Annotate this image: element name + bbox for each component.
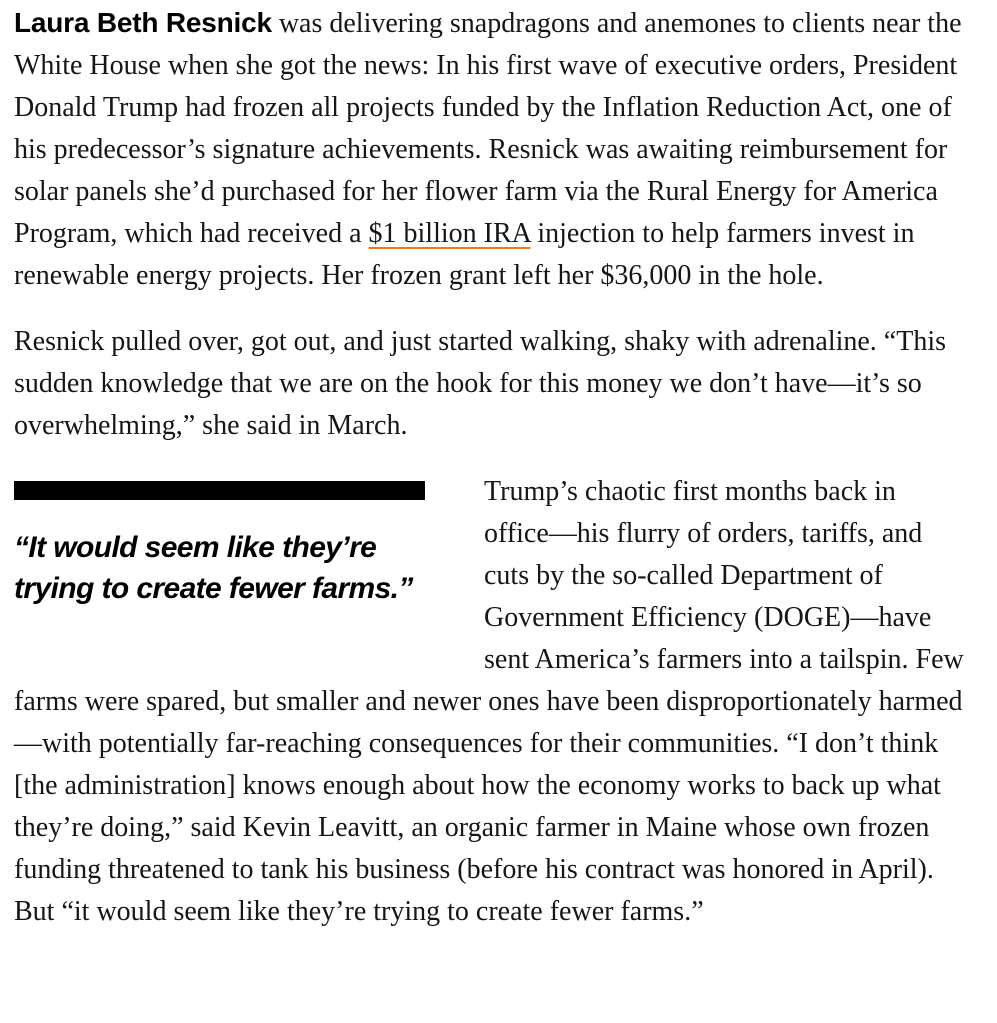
pull-quote-bar (14, 481, 425, 500)
paragraph-3 (14, 471, 967, 933)
paragraph-1 (14, 2, 967, 297)
paragraph-1-text-before-link: was delivering snapdragons and anemones to clients near the White House when she got the news: In his first wave of executive orders, President Donald Trump had frozen all projects funded by the Inflation Reduction Act, one of his predecessor’s signature achievements. Resnick was awaiting reimbursement for solar panels she’d purchased for her flower farm via the Rural Energy for America Program, which had received a (14, 8, 962, 249)
lead-in-name: Laura Beth Resnick (14, 7, 272, 38)
pull-quote-text: “It would seem like they’re trying to create fewer farms.” (14, 531, 413, 605)
paragraph-3-text: Trump’s chaotic first months back in office—his flurry of orders, tariffs, and cuts by the so-called Department of Government Efficiency (DOGE)—have sent America’s farmers into a tailspin. Few farms were spared, but smaller and newer ones have been disproportionately harmed—with potentially far-reaching consequences for their communities. “I don’t think [the administration] knows enough about how the economy works to back up what they’re doing,” said Kevin Leavitt, an organic farmer in Maine whose own frozen funding threatened to tank his business (before his contract was honored in April). But “it would seem like they’re trying to create fewer farms.” (14, 476, 964, 927)
ira-billion-link[interactable]: $1 billion IRA (368, 218, 531, 249)
paragraph-2-text: Resnick pulled over, got out, and just started walking, shaky with adrenaline. “This sudden knowledge that we are on the hook for this money we don’t have—it’s so overwhelming,” she said in March. (14, 326, 947, 441)
paragraph-2 (14, 321, 967, 447)
paragraph-1-text-after-link: injection to help farmers invest in renewable energy projects. Her frozen grant left her $36,000 in the hole. (14, 218, 915, 291)
pull-quote (14, 481, 442, 609)
